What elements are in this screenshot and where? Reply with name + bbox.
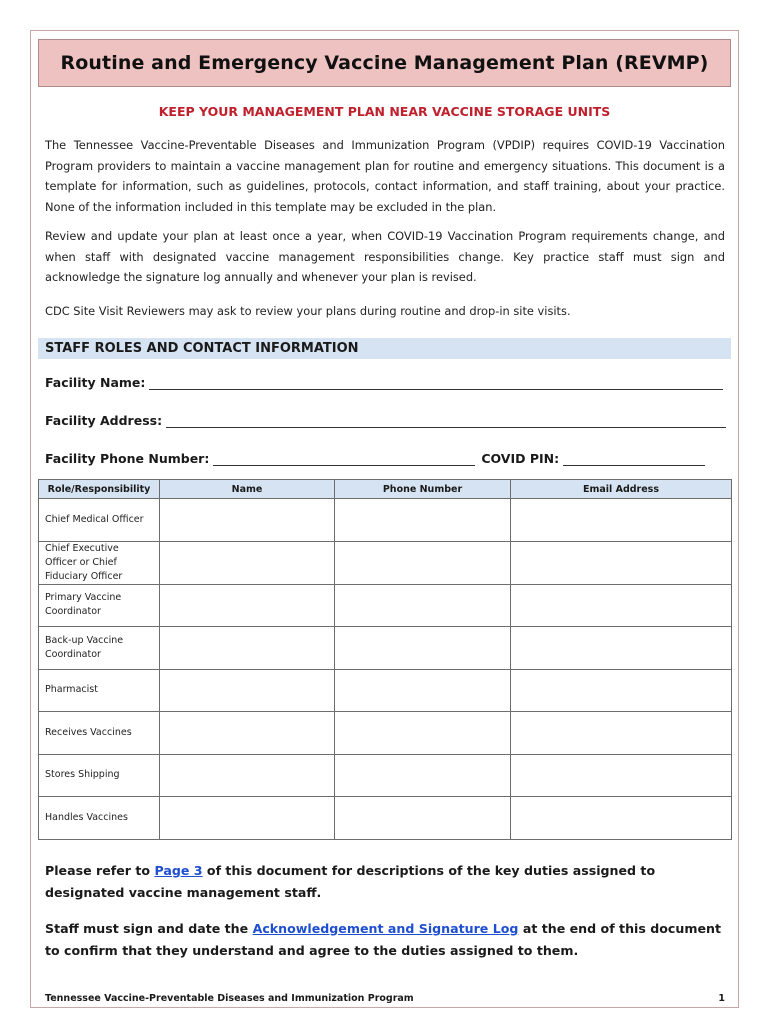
role-cell: Stores Shipping — [39, 754, 160, 797]
facility-address-line[interactable] — [166, 414, 726, 428]
section-title: STAFF ROLES AND CONTACT INFORMATION — [45, 341, 359, 356]
page-number: 1 — [718, 993, 725, 1004]
role-cell: Back-up Vaccine Coordinator — [39, 627, 160, 670]
phone-cell[interactable] — [335, 712, 511, 755]
facility-name-line[interactable] — [149, 376, 723, 390]
table-row — [39, 712, 732, 755]
name-cell[interactable] — [160, 754, 335, 797]
page-title: Routine and Emergency Vaccine Management Plan (REVMP) — [60, 52, 709, 74]
facility-phone-line[interactable] — [213, 452, 475, 466]
table-row — [39, 754, 732, 797]
table-header-row — [39, 480, 732, 499]
table-row — [39, 584, 732, 627]
name-cell[interactable] — [160, 499, 335, 542]
header-name: Name — [160, 480, 335, 499]
facility-address-label: Facility Address: — [45, 413, 163, 428]
signature-log-link[interactable]: Acknowledgement and Signature Log — [252, 921, 519, 936]
table-row — [39, 669, 732, 712]
email-cell[interactable] — [511, 754, 732, 797]
covid-pin-line[interactable] — [563, 452, 705, 466]
page-footer — [45, 993, 725, 1004]
email-cell[interactable] — [511, 584, 732, 627]
email-cell[interactable] — [511, 541, 732, 584]
facility-address-field[interactable] — [45, 413, 726, 428]
table-row — [39, 499, 732, 542]
name-cell[interactable] — [160, 584, 335, 627]
signature-note: Staff must sign and date the Acknowledgement and Signature Log at the end of this document to confirm that they understand and agree to the duties assigned to them. — [45, 921, 721, 958]
intro-paragraph-1: The Tennessee Vaccine-Preventable Diseases and Immunization Program (VPDIP) requires COVID-19 Vaccination Program providers to maintain a vaccine management plan for routine and emergency situations. This document is a template for information, such as guidelines, protocols, contact information, and staff training, about your practice. None of the information included in this template may be excluded in the plan. — [45, 138, 725, 214]
phone-cell[interactable] — [335, 541, 511, 584]
header-phone: Phone Number — [335, 480, 511, 499]
page-3-link[interactable]: Page 3 — [154, 863, 203, 878]
storage-reminder: KEEP YOUR MANAGEMENT PLAN NEAR VACCINE STORAGE UNITS — [158, 104, 611, 119]
facility-name-field[interactable] — [45, 375, 723, 390]
intro-paragraph-2: Review and update your plan at least once a year, when COVID-19 Vaccination Program requirements change, and when staff with designated vaccine management responsibilities change. Key practice staff must sign and acknowledge the signature log annually and whenever your plan is revised. — [45, 229, 725, 284]
phone-cell[interactable] — [335, 584, 511, 627]
role-cell: Pharmacist — [39, 669, 160, 712]
phone-cell[interactable] — [335, 627, 511, 670]
phone-cell[interactable] — [335, 499, 511, 542]
name-cell[interactable] — [160, 797, 335, 840]
table-row — [39, 797, 732, 840]
phone-cell[interactable] — [335, 797, 511, 840]
facility-phone-field[interactable] — [45, 451, 705, 466]
footer-program: Tennessee Vaccine-Preventable Diseases and Immunization Program — [45, 993, 414, 1004]
role-cell: Chief Executive Officer or Chief Fiduciary Officer — [39, 541, 160, 584]
email-cell[interactable] — [511, 712, 732, 755]
email-cell[interactable] — [511, 627, 732, 670]
email-cell[interactable] — [511, 669, 732, 712]
phone-cell[interactable] — [335, 754, 511, 797]
table-row — [39, 541, 732, 584]
facility-name-label: Facility Name: — [45, 375, 146, 390]
duties-note: Please refer to Page 3 of this document for descriptions of the key duties assigned to designated vaccine management staff. — [45, 863, 656, 900]
section-header — [38, 338, 731, 359]
email-cell[interactable] — [511, 797, 732, 840]
intro-paragraph-3: CDC Site Visit Reviewers may ask to review your plans during routine and drop-in site visits. — [45, 304, 571, 318]
role-cell: Handles Vaccines — [39, 797, 160, 840]
phone-cell[interactable] — [335, 669, 511, 712]
header-role: Role/Responsibility — [39, 480, 160, 499]
role-cell: Chief Medical Officer — [39, 499, 160, 542]
name-cell[interactable] — [160, 541, 335, 584]
table-row — [39, 627, 732, 670]
header-email: Email Address — [511, 480, 732, 499]
facility-phone-label: Facility Phone Number: — [45, 451, 210, 466]
name-cell[interactable] — [160, 712, 335, 755]
name-cell[interactable] — [160, 669, 335, 712]
title-banner — [38, 39, 731, 87]
staff-roles-table — [38, 479, 732, 840]
email-cell[interactable] — [511, 499, 732, 542]
name-cell[interactable] — [160, 627, 335, 670]
role-cell: Receives Vaccines — [39, 712, 160, 755]
covid-pin-label: COVID PIN: — [481, 451, 560, 466]
role-cell: Primary Vaccine Coordinator — [39, 584, 160, 627]
